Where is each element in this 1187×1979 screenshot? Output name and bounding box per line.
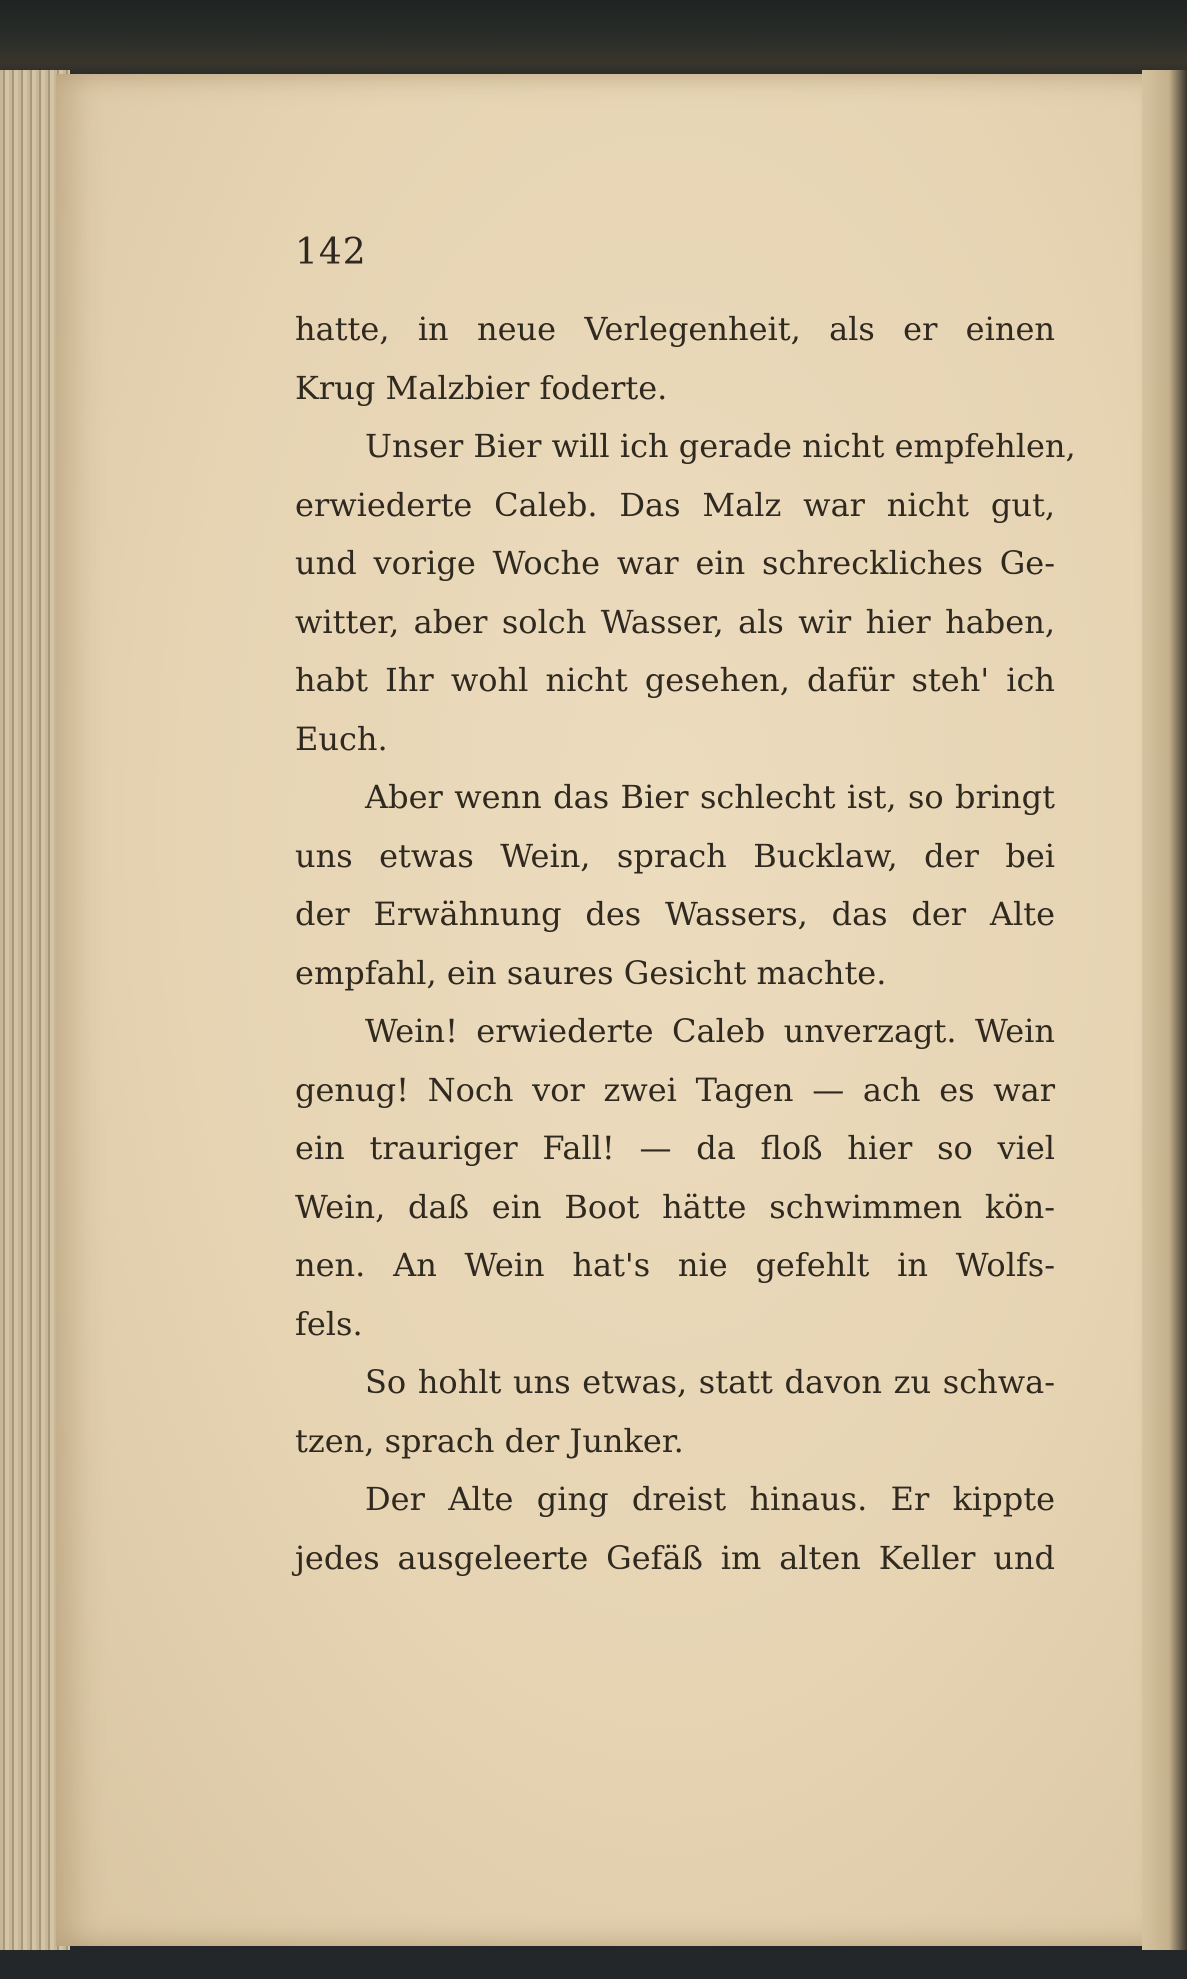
page-text (295, 300, 1076, 1587)
text-line: Krug Malzbier foderte. (295, 368, 668, 407)
text-line: So hohlt uns etwas, statt davon zu schwa- (365, 1363, 1055, 1401)
text-line: der Erwähnung des Wassers, das der Alte (295, 895, 1055, 933)
text-line: hatte, in neue Verlegenheit, als er einen (295, 310, 1055, 348)
text-line: uns etwas Wein, sprach Bucklaw, der bei (295, 836, 1055, 875)
text-line: und vorige Woche war ein schreckliches Ge- (295, 544, 1055, 582)
text-line: Unser Bier will ich gerade nicht empfehlen, (365, 427, 1076, 465)
text-line: Euch. (295, 719, 388, 758)
page-number: 142 (295, 232, 367, 273)
text-line: nen. An Wein hat's nie gefehlt in Wolfs- (295, 1246, 1055, 1284)
text-line: Wein, daß ein Boot hätte schwimmen kön- (295, 1187, 1055, 1226)
text-line: habt Ihr wohl nicht gesehen, dafür steh' ich (295, 661, 1055, 699)
text-line: Wein! erwiederte Caleb unverzagt. Wein (365, 1012, 1055, 1050)
text-line: fels. (295, 1304, 363, 1343)
page-right-edge (1142, 70, 1187, 1950)
text-line: Der Alte ging dreist hinaus. Er kippte (365, 1480, 1055, 1518)
text-line: empfahl, ein saures Gesicht machte. (295, 953, 887, 992)
text-line: ein trauriger Fall! — da floß hier so viel (295, 1129, 1055, 1167)
text-line: tzen, sprach der Junker. (295, 1421, 684, 1460)
text-line: genug! Noch vor zwei Tagen — ach es war (295, 1070, 1055, 1109)
text-line: erwiederte Caleb. Das Malz war nicht gut, (295, 485, 1055, 524)
text-line: Aber wenn das Bier schlecht ist, so bringt (365, 778, 1055, 816)
text-line: jedes ausgeleerte Gefäß im alten Keller und (295, 1538, 1055, 1577)
text-line: witter, aber solch Wasser, als wir hier haben, (295, 602, 1055, 641)
